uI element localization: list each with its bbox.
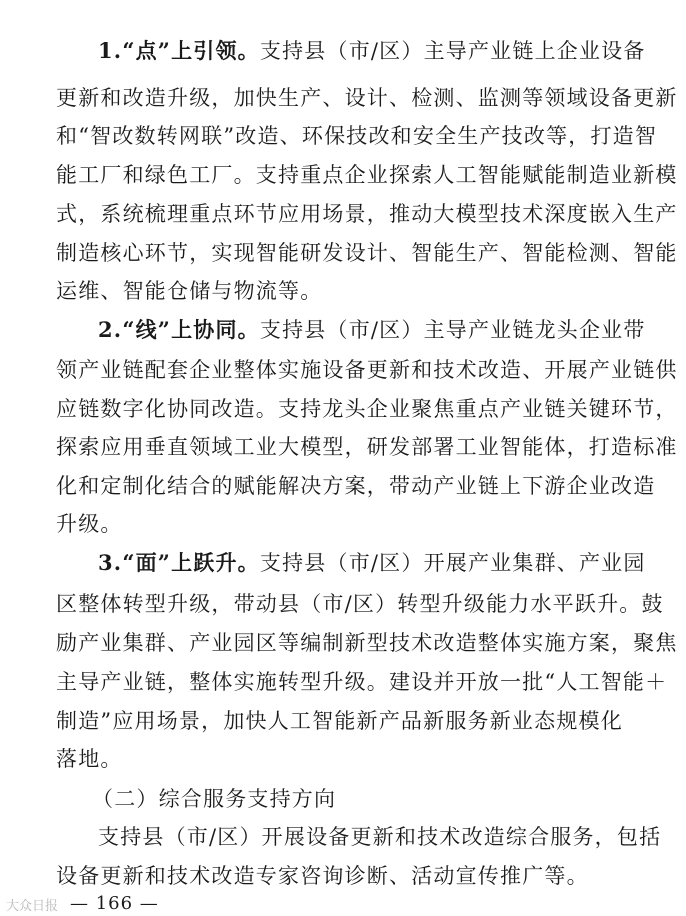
paragraph-1-line-1	[98, 36, 646, 66]
paragraph-3-line-1	[98, 548, 646, 578]
paragraph-2-line-1	[98, 315, 646, 345]
paragraph-1-line-7: 运维、智能仓储与物流等。	[56, 279, 323, 303]
paragraph-2-line-2: 领产业链配套企业整体实施设备更新和技术改造、开展产业链供	[56, 358, 678, 382]
paragraph-2-line-6: 升级。	[56, 512, 123, 536]
paragraph-3-heading: 3.“面”上跃升。	[98, 550, 260, 575]
paragraph-2-text: 支持县（市/区）主导产业链龙头企业带	[259, 318, 646, 342]
closing-paragraph-line-1: 支持县（市/区）开展设备更新和技术改造综合服务，包括	[98, 825, 662, 849]
page-number: — 166 —	[70, 893, 159, 914]
paragraph-2-line-3: 应链数字化协同改造。支持龙头企业聚焦重点产业链关键环节，	[56, 397, 678, 421]
paragraph-1-heading: 1.“点”上引领。	[98, 38, 260, 63]
paragraph-3-line-5: 制造”应用场景，加快人工智能新产品新服务新业态规模化	[56, 709, 623, 733]
paragraph-1-text: 支持县（市/区）主导产业链上企业设备	[259, 39, 646, 63]
paragraph-1-line-5: 式，系统梳理重点环节应用场景，推动大模型技术深度嵌入生产	[56, 202, 678, 226]
paragraph-1-line-4: 能工厂和绿色工厂。支持重点企业探索人工智能赋能制造业新模	[56, 163, 678, 187]
section-heading: （二）综合服务支持方向	[92, 787, 337, 811]
closing-paragraph-line-2: 设备更新和技术改造专家咨询诊断、活动宣传推广等。	[56, 864, 589, 888]
paragraph-2-heading: 2.“线”上协同。	[98, 317, 260, 342]
watermark: 大众日报	[6, 899, 59, 914]
paragraph-1-line-2: 更新和改造升级，加快生产、设计、检测、监测等领域设备更新	[56, 86, 678, 110]
paragraph-2-line-5: 化和定制化结合的赋能解决方案，带动产业链上下游企业改造	[56, 474, 656, 498]
paragraph-1-line-6: 制造核心环节，实现智能研发设计、智能生产、智能检测、智能	[56, 241, 678, 265]
paragraph-3-line-4: 主导产业链，整体实施转型升级。建设并开放一批“人工智能＋	[56, 670, 668, 694]
paragraph-3-text: 支持县（市/区）开展产业集群、产业园	[259, 551, 646, 575]
paragraph-3-line-3: 励产业集群、产业园区等编制新型技术改造整体实施方案，聚焦	[56, 631, 678, 655]
paragraph-3-line-2: 区整体转型升级，带动县（市/区）转型升级能力水平跃升。鼓	[56, 592, 664, 616]
paragraph-2-line-4: 探索应用垂直领域工业大模型，研发部署工业智能体，打造标准	[56, 435, 678, 459]
paragraph-1-line-3: 和“智改数转网联”改造、环保技改和安全生产技改等，打造智	[56, 124, 658, 148]
paragraph-3-line-6: 落地。	[56, 747, 123, 771]
